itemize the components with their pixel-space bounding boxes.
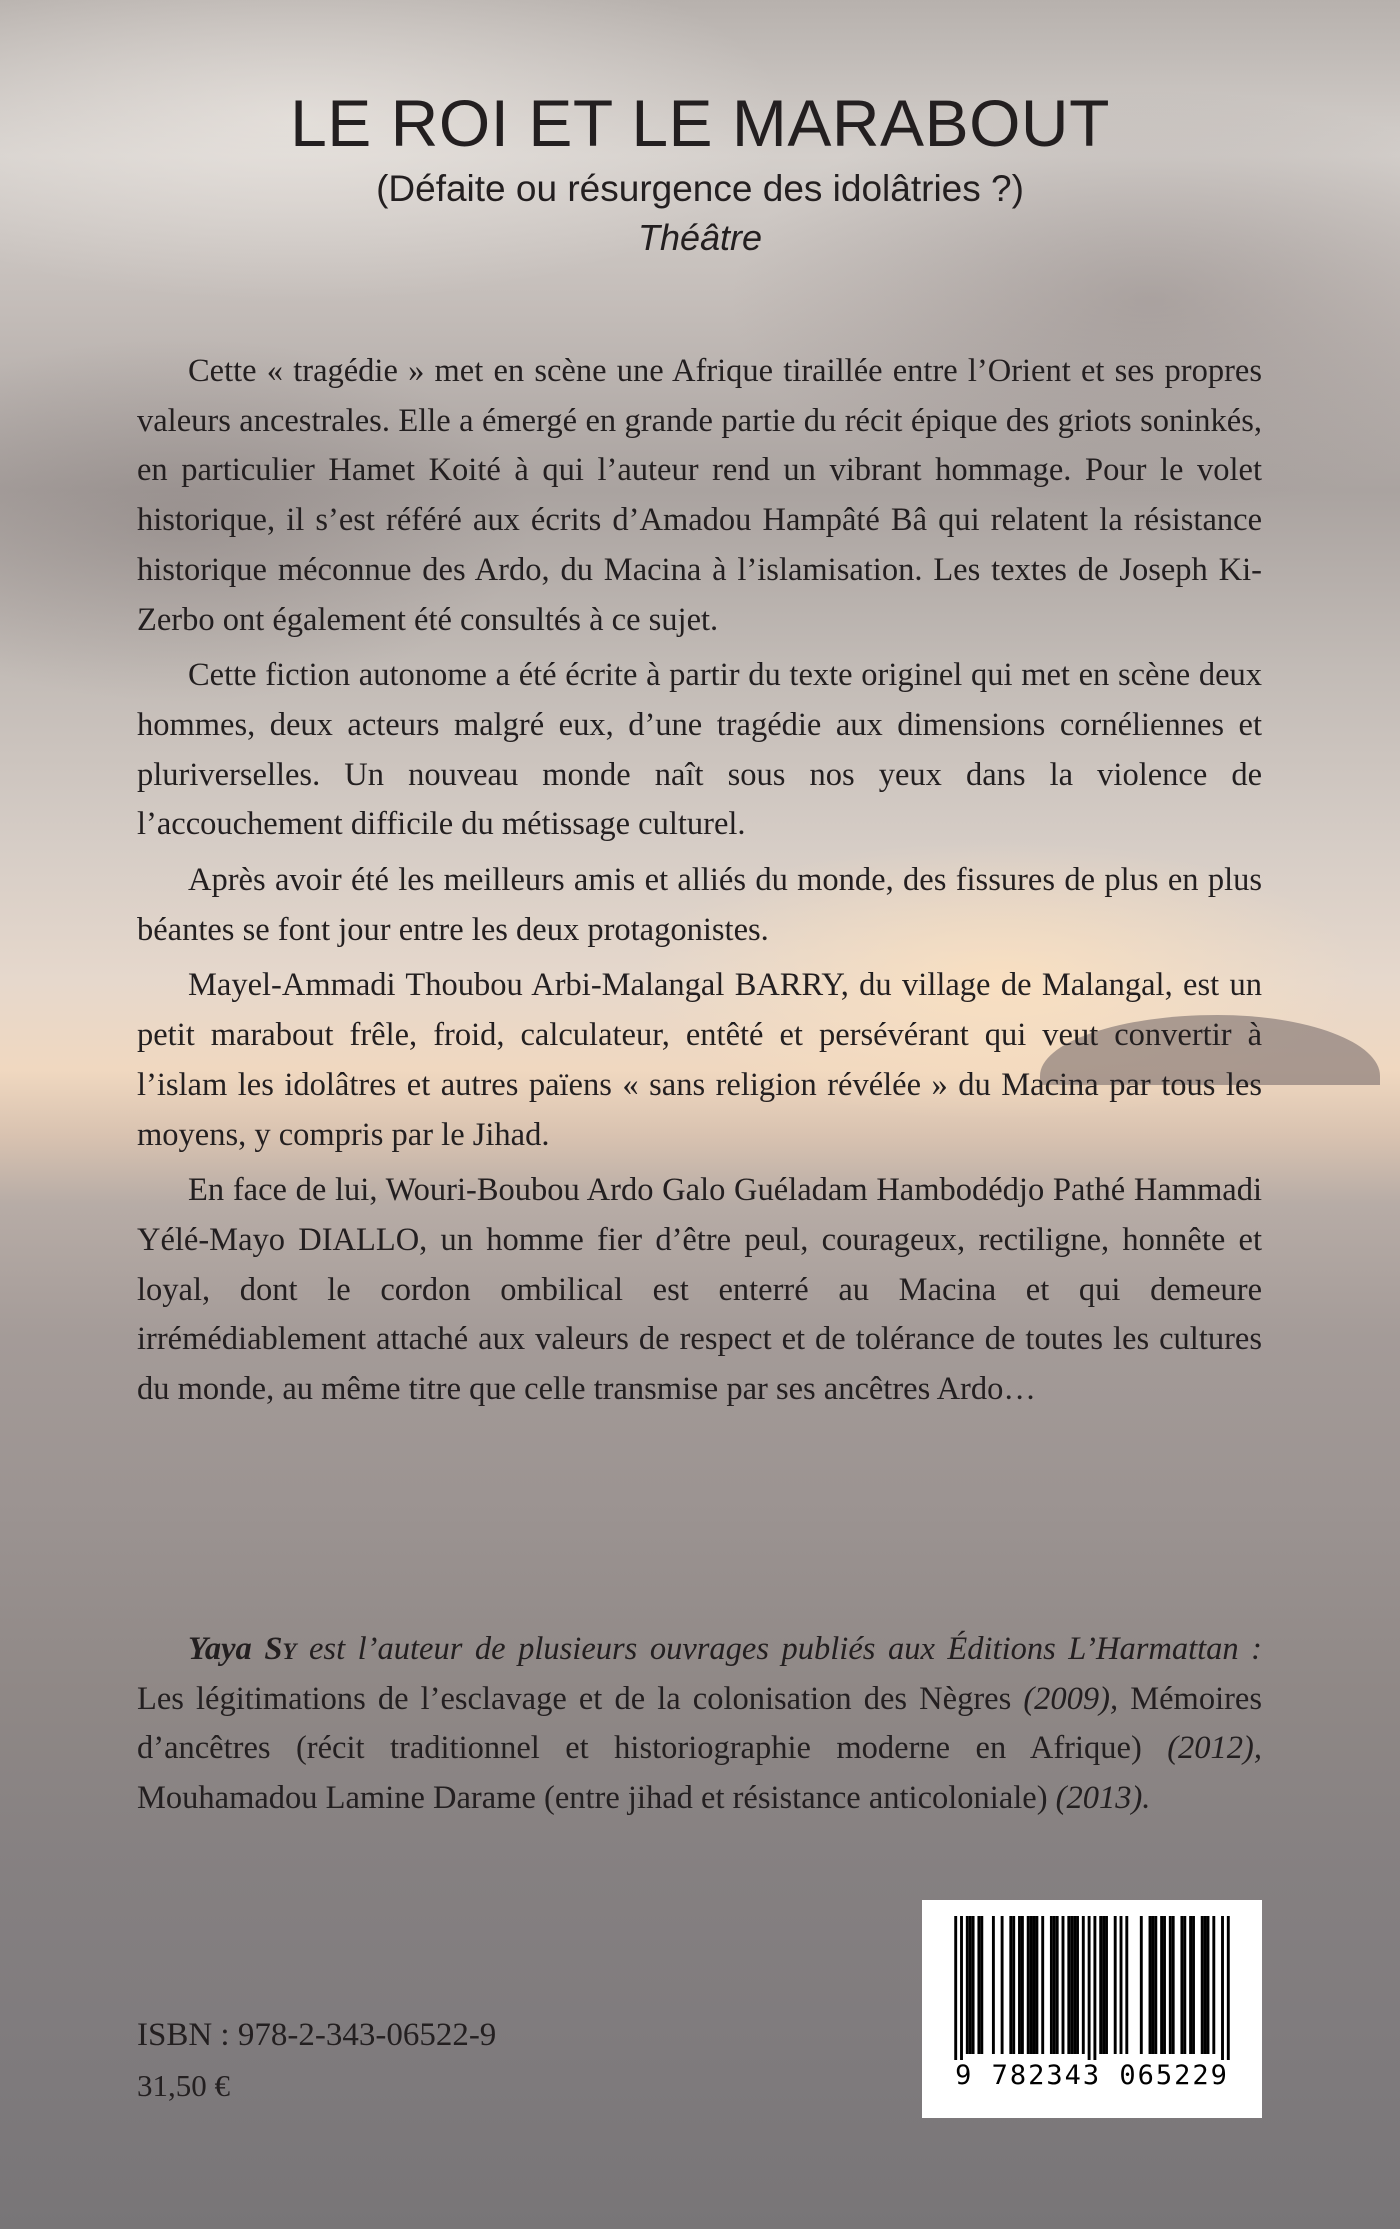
barcode-bar [1009, 1916, 1012, 2054]
barcode-bar [1027, 1916, 1030, 2054]
barcode-bar [1204, 1916, 1207, 2054]
isbn: ISBN : 978-2-343-06522-9 [137, 2017, 497, 2053]
barcode-bar [1149, 1916, 1152, 2054]
author-bio [137, 1625, 1262, 1824]
bio-work-year: (2013). [1055, 1780, 1151, 1817]
barcode-digits: 9 782343 065229 [955, 2060, 1229, 2091]
barcode-bar [966, 1916, 969, 2054]
barcode-bar [1093, 1916, 1096, 2060]
synopsis-paragraph: En face de lui, Wouri-Boubou Ardo Galo Guéladam Hambodédjo Pathé Hammadi Yélé-Mayo DIALLO, un homme fier d’être peul, courageux, rectiligne, honnête et loyal, dont le cordon ombilical est enterré au Macina et qui demeure irrémédiablement attaché aux valeurs de respect et de tolérance de toutes les cultures du monde, au même titre que celle transmise par ses ancêtres Ardo… [137, 1172, 1262, 1408]
barcode-bar [1021, 1916, 1024, 2054]
barcode-bar [1053, 1916, 1056, 2054]
synopsis-paragraph: Mayel-Ammadi Thoubou Arbi-Malangal BARRY, du village de Malangal, est un petit marabout frêle, froid, calculateur, entêté et persévérant qui veut convertir à l’islam les idolâtres et autres païens « sans religion révélée » du Macina par tous les moyens, y compris par le Jihad. [137, 967, 1262, 1153]
barcode-bar [969, 1916, 972, 2054]
barcode [922, 1900, 1262, 2118]
barcode-bar [1001, 1916, 1004, 2054]
barcode-bar [977, 1916, 980, 2054]
book-subtitle: (Défaite ou résurgence des idolâtries ?) [376, 168, 1024, 209]
barcode-bar [1035, 1916, 1038, 2054]
barcode-bar [1183, 1916, 1186, 2054]
synopsis-paragraph: Cette « tragédie » met en scène une Afrique tiraillée entre l’Orient et ses propres valeurs ancestrales. Elle a émergé en grande partie du récit épique des griots soninkés, en particulier Hamet Koité à qui l’auteur rend un vibrant hommage. Pour le volet historique, il s’est référé aux écrits d’Amadou Hampâté Bâ qui relatent la résistance historique méconnue des Ardo, du Macina à l’islamisation. Les textes de Joseph Ki-Zerbo ont également été consultés à ce sujet. [137, 353, 1262, 638]
barcode-bar [1099, 1916, 1102, 2054]
barcode-bars [922, 1900, 1262, 2060]
barcode-bar [1140, 1916, 1143, 2054]
barcode-bar [1180, 1916, 1183, 2054]
barcode-bar [1125, 1916, 1128, 2054]
bio-work-year: (2012), [1167, 1730, 1262, 1767]
barcode-bar [1041, 1916, 1044, 2054]
price: 31,50 € [137, 2068, 230, 2103]
author-last-name: Sy [264, 1631, 297, 1667]
barcode-bar [1172, 1916, 1175, 2054]
barcode-bar [1030, 1916, 1033, 2054]
barcode-bar [1073, 1916, 1076, 2054]
barcode-bar [1201, 1916, 1204, 2054]
barcode-bar [1062, 1916, 1065, 2054]
barcode-bar [960, 1916, 963, 2060]
barcode-bar [1154, 1916, 1157, 2054]
barcode-bar [1163, 1916, 1166, 2054]
barcode-bar [1018, 1916, 1021, 2054]
synopsis [137, 347, 1262, 1421]
bio-work-year: (2009), [1023, 1680, 1119, 1717]
barcode-bar [1067, 1916, 1070, 2054]
barcode-bar [1056, 1916, 1059, 2054]
barcode-bar [980, 1916, 983, 2054]
barcode-bar [1207, 1916, 1210, 2054]
barcode-bar [1169, 1916, 1172, 2054]
bio-work-title: Mouhamadou Lamine Darame (entre jihad et résistance anticoloniale) [137, 1780, 1056, 1817]
barcode-bar [1120, 1916, 1123, 2054]
barcode-bar [1192, 1916, 1195, 2054]
barcode-bar [992, 1916, 995, 2054]
barcode-bar [1088, 1916, 1091, 2060]
barcode-bar [1221, 1916, 1224, 2060]
barcode-bar [1050, 1916, 1053, 2054]
barcode-bar [1114, 1916, 1117, 2054]
bio-work-title: Mémoires d’ancêtres (récit traditionnel et historiographie moderne en Afrique) [137, 1680, 1262, 1767]
author-first-name: Yaya [188, 1631, 265, 1667]
barcode-bar [1070, 1916, 1073, 2054]
barcode-bar [954, 1916, 957, 2060]
barcode-bar [1227, 1916, 1230, 2060]
synopsis-paragraph: Cette fiction autonome a été écrite à partir du texte originel qui met en scène deux hommes, deux acteurs malgré eux, d’une tragédie aux dimensions cornéliennes et pluriverselles. Un nouveau monde naît sous nos yeux dans la violence de l’accouchement difficile du métissage culturel. [137, 657, 1262, 843]
barcode-bar [1012, 1916, 1015, 2054]
barcode-bar [1151, 1916, 1154, 2054]
barcode-bar [1076, 1916, 1079, 2054]
barcode-bar [972, 1916, 975, 2054]
barcode-bar [1212, 1916, 1215, 2054]
synopsis-paragraph: Après avoir été les meilleurs amis et alliés du monde, des fissures de plus en plus béantes se font jour entre les deux protagonistes. [137, 862, 1262, 948]
bio-intro: est l’auteur de plusieurs ouvrages publiés aux Éditions L’Harmattan : [296, 1631, 1262, 1667]
bio-work-title: Les légitimations de l’esclavage et de la colonisation des Nègres [137, 1680, 1024, 1717]
barcode-bar [1033, 1916, 1036, 2054]
barcode-bar [1082, 1916, 1085, 2054]
barcode-bar [1102, 1916, 1105, 2054]
book-title: LE ROI ET LE MARABOUT [290, 86, 1110, 160]
barcode-bar [1160, 1916, 1163, 2054]
barcode-bar [1105, 1916, 1108, 2054]
barcode-bar [1189, 1916, 1192, 2054]
book-genre: Théâtre [637, 217, 763, 258]
